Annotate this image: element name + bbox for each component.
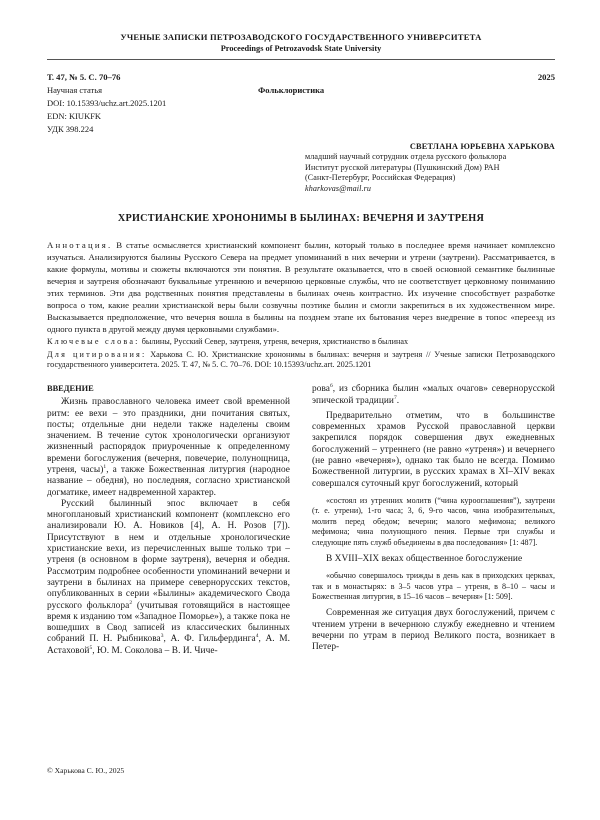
right-column: [312, 384, 555, 657]
block-quote: «состоял из утренних молитв (“чина курооглашения”), заутрени (т. е. утрени), 1-го часа; 3, 6, 9-го часов, чина изобразительных, молитв перед обедом; вечерни; малого мефимона; великого мефимона; чина полунощного пения. Первые три службы и следующие пять служб объединены в два последования» [1: 487].: [312, 495, 555, 547]
issue-year: 2025: [537, 72, 555, 82]
body-columns: [47, 384, 555, 657]
text-run: рова: [312, 384, 330, 395]
author-email-link[interactable]: kharkovas@mail.ru: [305, 184, 372, 194]
paragraph: Современная же ситуация двух богослужений, причем с чтением утрени в вечернюю службу ежедневно и чтением вечерни по утрам в период Великого поста, возникает в Петер-: [312, 608, 555, 653]
text-run: , из сборника былин «малых очагов» севернорусской эпической традиции: [312, 384, 555, 406]
citation: [47, 350, 555, 370]
text-run: , Ю. М. Соколова – В. И. Чиче-: [92, 645, 218, 656]
journal-title-ru: УЧЕНЫЕ ЗАПИСКИ ПЕТРОЗАВОДСКОГО ГОСУДАРСТВЕННОГО УНИВЕРСИТЕТА: [120, 32, 482, 42]
paragraph: [312, 384, 555, 407]
section-heading: ВВЕДЕНИЕ: [47, 384, 94, 394]
left-column: [47, 384, 290, 657]
keywords-label: Ключевые слова:: [47, 336, 140, 346]
footnote-ref[interactable]: 3: [160, 633, 164, 640]
footnote-ref[interactable]: 5: [89, 644, 93, 651]
abstract-label: Аннотация.: [47, 239, 113, 250]
author-position: младший научный сотрудник отдела русского фольклора: [305, 152, 507, 161]
text-run: , а также Божественная литургия (народное название – обедня), но последняя, согласно христианской догматике, имеет надвременной характер.: [47, 465, 290, 498]
keywords-text: былины, Русский Север, заутреня, утреня, вечерня, христианство в былинах: [141, 336, 409, 346]
article-meta: [47, 84, 555, 136]
paragraph: В XVIII–XIX веках общественное богослужение: [326, 553, 523, 564]
paragraph: [47, 499, 290, 657]
rubric: Фольклористика: [258, 85, 325, 95]
article-title: ХРИСТИАНСКИЕ ХРОНОНИМЫ В БЫЛИНАХ: ВЕЧЕРНЯ И ЗАУТРЕНЯ: [117, 212, 485, 224]
copyright-notice: © Харькова С. Ю., 2025: [47, 766, 125, 775]
block-quote: «обычно совершалось трижды в день как в приходских церквах, так и в монастырях: в 3–5 часов утра – утреня, в 8–10 – часы и Божественная литургия, в 15–16 часов – вечерня» [1: 509].: [312, 571, 555, 602]
footnote-ref[interactable]: 4: [255, 633, 259, 640]
header-divider: [47, 59, 555, 60]
doi-link[interactable]: DOI: 10.15393/uchz.art.2025.1201: [47, 98, 167, 108]
text-run: (учитывая готовящийся в настоящее время к изданию том «Западное Поморье»), а также пока не вошедших в Свод записей из классических былинных собраний П. Н. Рыбникова: [47, 600, 291, 645]
article-page: [47, 28, 555, 657]
journal-title-en: Proceedings of Petrozavodsk State University: [220, 44, 382, 53]
keywords: [47, 336, 555, 347]
text-run: .: [396, 395, 400, 406]
author-location: (Санкт-Петербург, Российская Федерация): [305, 173, 456, 183]
issue-row: [47, 72, 555, 82]
abstract-text: В статье осмысляется христианский компонент былин, который только в последнее время начинает комплексно изучаться. Анализируются былины Русского Севера на предмет упоминаний в них вечерни и утрени (заутрени). Рассматривается, в какие формулы, мотивы и сюжеты включаются эти понятия. В результате оказывается, что в своей основной семантике былинные вечерня и заутреня обозначают буквальные утреннюю и вечернюю церковные службы, что не соответствует церковному пониманию этих терминов. Эти два родственных понятия представлены в былинах очень контрастно. Их изучение способствует разработке вопроса о том, какие реалии христианской веры были созвучны поэтике былин и смогли закрепиться в их художественном мире. Высказывается предположение, что вечерня вошла в былины на позднем этапе их бытования через внедрение в топос «переезд из одного пункта в другой между двумя церковными службами».: [47, 239, 556, 334]
paragraph: Предварительно отметим, что в большинстве современных храмов Русской православной церкви закрепился порядок совершения двух ежедневных богослужений – утреннего (не равно «утреня») и вечернего (не равно «вечерня»), однако так было не всегда. Помимо Божественной литургии, в русских храмах в XI–XIV веках совершался суточный круг богослужений, который: [312, 410, 555, 489]
footnote-ref[interactable]: 2: [129, 599, 133, 606]
abstract: [47, 239, 555, 335]
text-run: , А. Ф. Гильфердинга: [163, 634, 256, 645]
edn-code: EDN: KIUKFK: [47, 111, 102, 121]
text-run: Жизнь православного человека имеет свой временной ритм: ее вехи – это праздники, дни почитания святых, посты; отдельные дни недели также наделены своим значением. В течение суток хронологически организуют жизненный распорядок приуроченные к определенному времени богослужения (вечерня, повечерие, полунощница, утреня, часы): [47, 397, 290, 475]
citation-text: Харькова С. Ю. Христианские хрононимы в былинах: вечерня и заутреня // Ученые записки Петрозаводского государственного университета. 2025. Т. 47, № 5. С. 70–76. DOI: 10.15393/uchz.art. 2025.1201: [47, 349, 556, 370]
udc-code: УДК 398.224: [47, 124, 94, 134]
volume-pages: Т. 47, № 5. С. 70–76: [47, 72, 121, 82]
footnote-ref[interactable]: 6: [329, 383, 333, 390]
author-institution: Институт русской литературы (Пушкинский Дом) РАН: [305, 162, 500, 172]
citation-label: Для цитирования:: [47, 349, 147, 359]
author-affiliation: [305, 152, 555, 195]
text-run: Русский былинный эпос включает в себя многоплановый христианский компонент (комплексно его анализировали Ю. А. Новиков [4], А. Н. Розов [7]). Присутствуют в нем и отдельные хронологические христианские вехи, из перечисленных выше только три – утреня (в основном в форме заутреня), вечерня и обедня. Рассмотрим подробнее особенности упоминаний вечерни и заутрени в былинах на примере севернорусских текстов, опубликованных в серии «Былины» академического Свода русского фольклора: [47, 498, 290, 611]
author-name: СВЕТЛАНА ЮРЬЕВНА ХАРЬКОВА: [409, 142, 555, 151]
paragraph: [47, 397, 290, 499]
footnote-ref[interactable]: 1: [103, 463, 107, 470]
article-type: Научная статья: [47, 85, 103, 95]
footnote-ref[interactable]: 7: [393, 394, 397, 401]
text-run: , А. М. Астаховой: [47, 634, 290, 656]
